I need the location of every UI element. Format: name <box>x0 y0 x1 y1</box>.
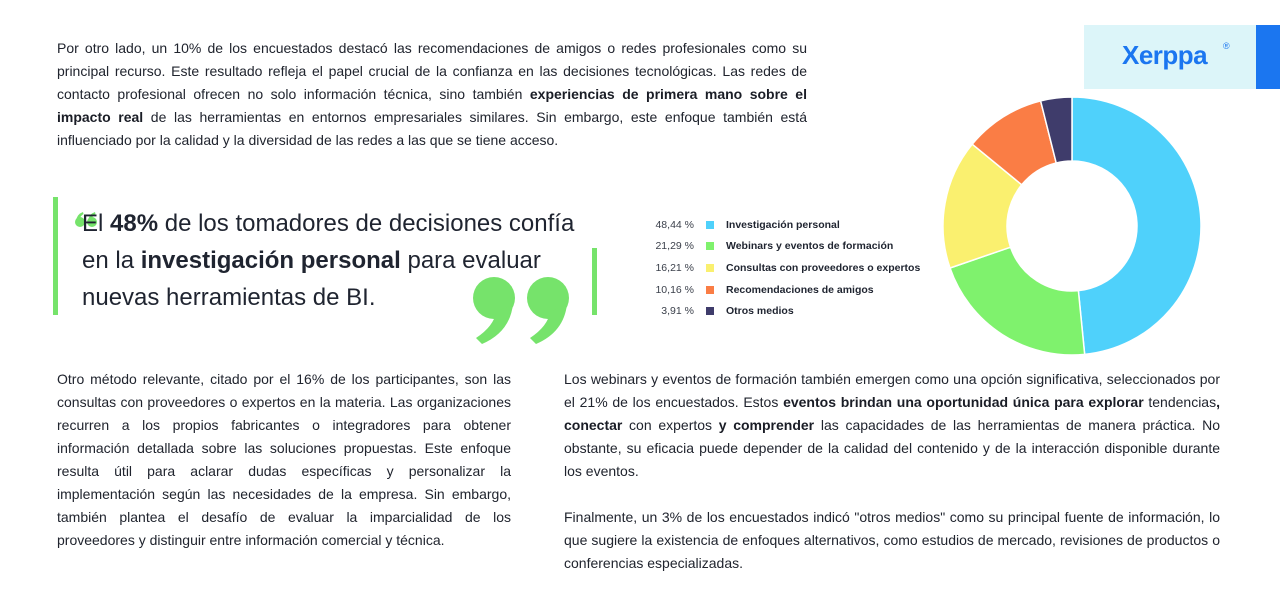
paragraph-other-means: Finalmente, un 3% de los encuestados indicó "otros medios" como su principal fuente de información, lo que sugiere la existencia de enfoques alternativos, como estudios de mercado, revisiones de productos o conferencias especializadas. <box>564 509 1220 571</box>
legend-swatch <box>706 221 714 229</box>
legend-swatch <box>706 242 714 250</box>
quote-bar-right <box>592 248 597 315</box>
legend-value: 16,21 % <box>655 261 694 274</box>
paragraph-recommendations <box>57 37 807 152</box>
xerppa-logo: Xerppa <box>1122 40 1208 70</box>
quote-bar-left <box>53 197 58 315</box>
chart-legend <box>640 214 920 322</box>
donut-slice <box>1072 97 1201 354</box>
quote-bold-text: investigación personal <box>140 247 401 274</box>
legend-label: Webinars y eventos de formación <box>726 240 894 253</box>
legend-item <box>640 236 920 258</box>
legend-item <box>640 300 920 322</box>
paragraph-text: Por otro lado, un 10% de los encuestados destacó las recomendaciones de amigos o redes profesionales como su principal recurso. Este resultado refleja el papel crucial de la confianza en las decisiones tecnológicas. Las redes de contacto profesional ofrecen no solo información técnica, sino también <box>57 40 807 102</box>
legend-item <box>640 279 920 301</box>
registered-mark: ® <box>1223 41 1230 51</box>
donut-slice <box>950 247 1085 355</box>
legend-swatch <box>706 264 714 272</box>
legend-label: Investigación personal <box>726 218 840 231</box>
legend-label: Consultas con proveedores o expertos <box>726 261 921 274</box>
paragraph-consultations: Otro método relevante, citado por el 16% de los participantes, son las consultas con proveedores o expertos en la materia. Las organizaciones recurren a los propios fabricantes o integradores para obtener información detallada sobre las soluciones propuestas. Este enfoque resulta útil para aclarar dudas específicas y personalizar la implementación según las necesidades de la empresa. Sin embargo, también plantea el desafío de evaluar la imparcialidad de los proveedores y distinguir entre información comercial y técnica. <box>57 371 511 548</box>
legend-value: 21,29 % <box>655 240 694 253</box>
paragraph-text: las capacidades de las herramientas de manera práctica. No obstante, su eficacia puede depender de la calidad del contenido y de la interacción disponible durante los eventos. <box>564 417 1220 479</box>
paragraph-text: tendencias <box>1143 394 1217 410</box>
quote-text: para evaluar nuevas herramientas de BI. <box>82 247 541 311</box>
legend-item <box>640 257 920 279</box>
quote-text: El <box>82 210 111 237</box>
legend-value: 48,44 % <box>655 218 694 231</box>
paragraph-bold-text: experiencias de primera mano sobre el impacto real <box>57 86 807 125</box>
paragraph-text: Los webinars y eventos de formación también emergen como una opción significativa, seleccionados por el 21% de los encuestados. Estos <box>564 371 1220 410</box>
paragraph-bold-text: , conectar <box>564 394 1220 433</box>
paragraph-text: de las herramientas en entornos empresariales similares. Sin embargo, este enfoque también está influenciado por la calidad y la diversidad de las redes a las que se tiene acceso. <box>57 109 807 148</box>
logo-accent-bar <box>1256 25 1280 89</box>
legend-label: Recomendaciones de amigos <box>726 283 874 296</box>
legend-label: Otros medios <box>726 305 794 318</box>
legend-swatch <box>706 286 714 294</box>
close-quote-icon <box>470 276 574 346</box>
paragraph-bold-text: eventos brindan una oportunidad única para explorar <box>783 394 1144 410</box>
donut-chart <box>940 94 1204 358</box>
legend-value: 3,91 % <box>661 305 694 318</box>
legend-item <box>640 214 920 236</box>
paragraph-bold-text: y comprender <box>718 417 815 433</box>
legend-swatch <box>706 307 714 315</box>
legend-value: 10,16 % <box>655 283 694 296</box>
paragraph-webinars <box>564 368 1220 483</box>
quote-bold-text: 48% <box>110 210 159 237</box>
quote-text: de los tomadores de decisiones confía en la <box>82 210 575 274</box>
paragraph-text: con expertos <box>622 417 719 433</box>
